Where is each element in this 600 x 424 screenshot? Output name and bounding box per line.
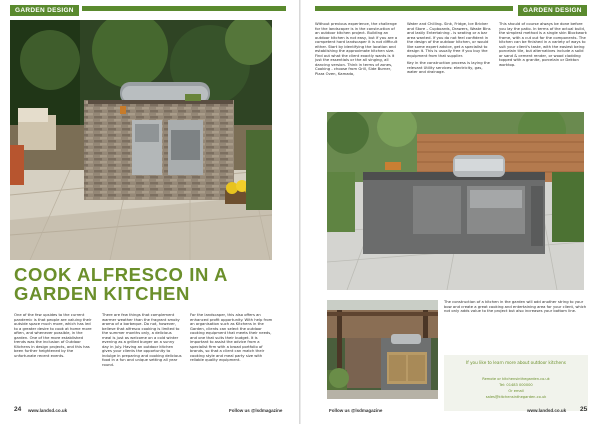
paragraph: This should of course always be done before you lay the patio. In terms of the actual build, the simplest method is a single skin Blockwork frame, with a cut out for the components. The kitchen can be finished in a variety of ways to suit your client's taste, with the easiest being porcelain tile, but alternatives include a solid or sand & cement render, or wood cladding topped with a granite, porcelain or Dekton worktop. [499,22,587,67]
right-column-1 [315,22,399,80]
contact-title: If you like to learn more about outdoor kitchens [466,360,566,365]
article-headline: COOK ALFRESCO IN A GARDEN KITCHEN [14,264,228,304]
contact-line[interactable]: Remote or kitchensinthegarden.co.uk [482,377,550,381]
left-column-3 [190,313,274,366]
right-page [301,0,600,424]
outdoor-kitchen-bbq-photo [327,112,584,290]
paragraph: There are few things that complement warmer weather than the fragrant smoky aroma of a barbeque. Do not, however, believe that alfresco cooking is limited to the summer months only, a delicious meal is just as welcome on a cold winter evening as a grilled burger on a sunny day in July. Having an outdoor kitchen gives your clients the opportunity to indulge in preparing and cooking delicious food in a fun and unique setting all year round. [102,313,182,368]
footer-url: www.landsd.co.uk [527,408,567,413]
contact-line: Tel: 01483 000000 [499,383,533,387]
paragraph: Water and Chilling- Sink, Fridge, Ice Bricker and Store – Cupboards, Drawers, Waste Bins and lastly Entertaining - is seating or a bar area wanted. If you do not feel confident in the design of the outdoor kitchen, or would like some expert advice, get a specialist to design it. This is usually free if you buy the equipment from that supplier. [407,22,491,58]
section-tag: GARDEN DESIGN [518,5,587,16]
right-column-2 [407,22,491,78]
section-rule [315,6,513,11]
paragraph: One of the few upsides to the current pandemic is that people are valuing their outside space much more, which has led to a greater desire to cook at home more often, and whenever possible, in the garden. One of the more established trends was the inclusion of Outdoor Kitchens in design projects, and this has been further heightened by the unfortunate recent events. [14,313,92,358]
left-page [0,0,299,424]
right-column-lower [444,300,588,317]
page-number: 25 [580,406,588,413]
contact-email[interactable]: sales@kitchensinthegarden.co.uk [485,395,547,399]
footer-url: www.landsd.co.uk [28,408,68,413]
section-rule [82,6,286,11]
footer-social: Follow us @lsdmagazine [329,408,383,413]
right-column-3 [499,22,587,70]
left-column-1 [14,313,94,361]
contact-box [444,355,588,411]
paragraph: Key in the construction process is laying the relevant Utility services: electricity, gas, water and drainage. [407,61,490,75]
section-tag: GARDEN DESIGN [10,5,79,16]
left-column-2 [102,313,182,371]
footer-social: Follow us @lsdmagazine [229,408,283,413]
paragraph: Without previous experience, the challenge for the landscaper is in the construction of an outdoor kitchen project. Building an outdoor kitchen is not easy, but if you are a competent hard landscaper it is not difficult either. Start by identifying the location and establishing the approximate kitchen size. Find out what the client exactly wants is it just the essentials or the all singing, all dancing version. Think in terms of zones, Cooking - choose from Grill, Side Burner, Pizza Oven, Kamado, [315,22,398,77]
contact-line: Or email [508,389,524,393]
paragraph: For the landscaper, this also offers an enhanced profit opportunity. With help from an organisation such as Kitchens in the Garden, clients can select the outdoor cooking equipment that meets their needs, and one that suits their budget. It is important to assist the advice from a specialist firm with a broad portfolio of brands, so that a client can match their cooking style and meal party size with reliable quality equipment. [190,313,273,363]
kitchen-pergola-photo [327,300,438,399]
page-number: 24 [14,406,22,413]
hero-outdoor-kitchen-photo [10,20,272,260]
paragraph: The construction of a kitchen in the garden will add another string to your bow and create a great cooking and entertaining area for your client, which not only adds value to the project but also increases your bottom line. [444,300,587,314]
